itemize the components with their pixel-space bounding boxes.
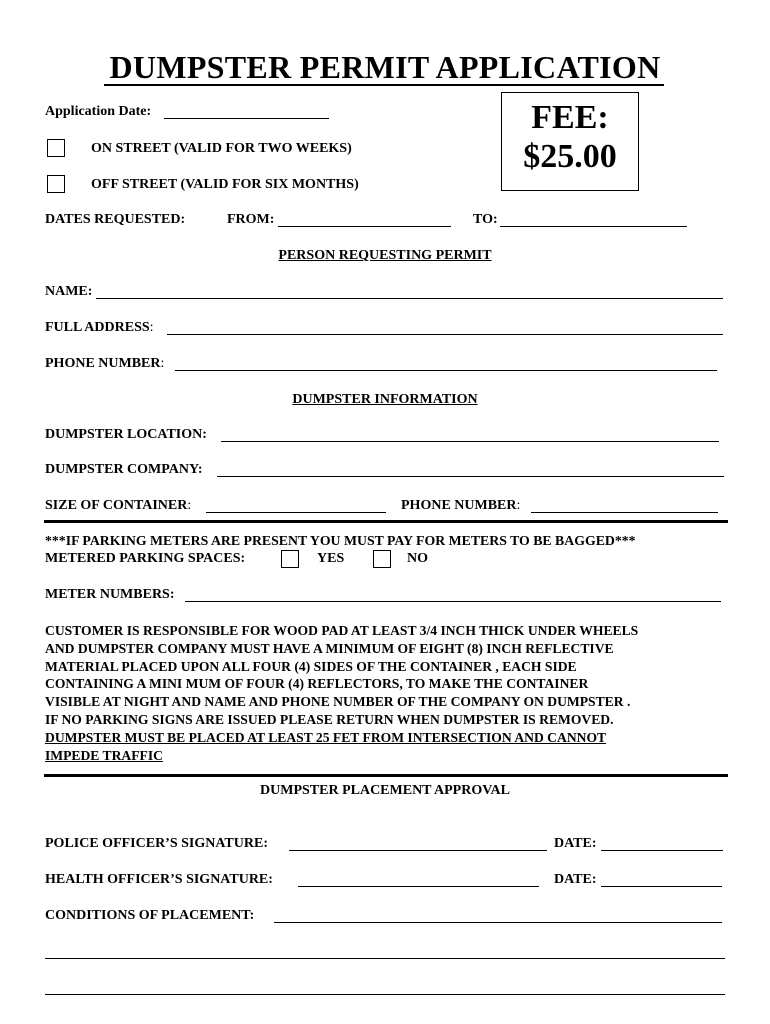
dumpster-location-label: DUMPSTER LOCATION:: [45, 427, 207, 442]
dumpster-company-field[interactable]: [217, 476, 724, 477]
fee-box: [501, 92, 639, 191]
meters-yes-label: YES: [317, 551, 345, 566]
container-size-label: [45, 498, 191, 514]
off-street-checkbox[interactable]: [47, 175, 65, 193]
dumpster-location-field[interactable]: [221, 441, 719, 442]
conditions-line: MATERIAL PLACED UPON ALL FOUR (4) SIDES OF THE CONTAINER , EACH SIDE: [45, 658, 577, 674]
conditions-line: IF NO PARKING SIGNS ARE ISSUED PLEASE RETURN WHEN DUMPSTER IS REMOVED.: [45, 711, 614, 727]
meters-no-checkbox[interactable]: [373, 550, 391, 568]
fee-label: FEE:: [531, 99, 609, 136]
address-field[interactable]: [167, 334, 723, 335]
off-street-label: OFF STREET (VALID FOR SIX MONTHS): [91, 177, 359, 192]
address-label: [45, 320, 154, 336]
health-signature-field[interactable]: [298, 886, 539, 887]
company-phone-label: [401, 498, 520, 514]
conditions-extra-line-2[interactable]: [45, 994, 725, 995]
application-date-label: Application Date:: [45, 104, 152, 119]
from-label: FROM:: [227, 212, 275, 227]
to-date-field[interactable]: [500, 226, 687, 227]
dumpster-company-label: DUMPSTER COMPANY:: [45, 462, 203, 477]
conditions-line: CUSTOMER IS RESPONSIBLE FOR WOOD PAD AT LEAST 3/4 INCH THICK UNDER WHEELS: [45, 623, 639, 638]
approval-heading: DUMPSTER PLACEMENT APPROVAL: [260, 783, 510, 798]
company-phone-label-text: PHONE NUMBER: [401, 498, 517, 513]
approval-divider: [44, 774, 728, 777]
police-date-label: DATE:: [554, 836, 597, 851]
conditions-line: VISIBLE AT NIGHT AND NAME AND PHONE NUMBER OF THE COMPANY ON DUMPSTER .: [45, 694, 631, 710]
conditions-line-underlined: IMPEDE TRAFFIC: [45, 747, 163, 763]
conditions-line: AND DUMPSTER COMPANY MUST HAVE A MINIMUM OF EIGHT (8) INCH REFLECTIVE: [45, 640, 614, 656]
meters-yes-checkbox[interactable]: [281, 550, 299, 568]
meters-notice: ***IF PARKING METERS ARE PRESENT YOU MUST PAY FOR METERS TO BE BAGGED***: [45, 533, 636, 548]
person-phone-label-colon: :: [160, 356, 165, 371]
meters-no-label: NO: [407, 551, 428, 566]
container-size-field[interactable]: [206, 512, 386, 513]
address-label-text: FULL ADDRESS: [45, 320, 150, 335]
dates-requested-label: DATES REQUESTED:: [45, 212, 186, 227]
health-date-field[interactable]: [601, 886, 722, 887]
name-field[interactable]: [96, 298, 723, 299]
person-phone-label: [45, 356, 164, 372]
address-label-colon: :: [149, 320, 154, 335]
conditions-line: CONTAINING A MINI MUM OF FOUR (4) REFLECTORS, TO MAKE THE CONTAINER: [45, 676, 589, 692]
dumpster-section-heading: DUMPSTER INFORMATION: [292, 392, 478, 407]
name-label: NAME:: [45, 284, 93, 299]
title-underline: [104, 84, 664, 86]
police-signature-label: POLICE OFFICER’S SIGNATURE:: [45, 836, 268, 851]
company-phone-field[interactable]: [531, 512, 718, 513]
person-section-heading: PERSON REQUESTING PERMIT: [278, 248, 492, 263]
application-date-field[interactable]: [164, 118, 329, 119]
conditions-line-underlined: DUMPSTER MUST BE PLACED AT LEAST 25 FET FROM INTERSECTION AND CANNOT: [45, 729, 607, 745]
to-label: TO:: [473, 212, 498, 227]
company-phone-label-colon: :: [516, 498, 521, 513]
form-title: DUMPSTER PERMIT APPLICATION: [109, 49, 661, 85]
metered-spaces-label: METERED PARKING SPACES:: [45, 551, 246, 566]
on-street-checkbox[interactable]: [47, 139, 65, 157]
conditions-of-placement-field[interactable]: [274, 922, 722, 923]
on-street-label: ON STREET (VALID FOR TWO WEEKS): [91, 141, 352, 156]
section-divider: [44, 520, 728, 523]
conditions-paragraph: [45, 622, 735, 764]
container-size-label-colon: :: [187, 498, 192, 513]
from-date-field[interactable]: [278, 226, 451, 227]
conditions-of-placement-label: CONDITIONS OF PLACEMENT:: [45, 908, 255, 923]
meter-numbers-field[interactable]: [185, 601, 721, 602]
person-phone-field[interactable]: [175, 370, 717, 371]
container-size-label-text: SIZE OF CONTAINER: [45, 498, 188, 513]
police-signature-field[interactable]: [289, 850, 547, 851]
health-date-label: DATE:: [554, 872, 597, 887]
meter-numbers-label: METER NUMBERS:: [45, 587, 175, 602]
police-date-field[interactable]: [601, 850, 723, 851]
person-phone-label-text: PHONE NUMBER: [45, 356, 161, 371]
fee-amount: $25.00: [523, 138, 617, 175]
health-signature-label: HEALTH OFFICER’S SIGNATURE:: [45, 872, 273, 887]
conditions-extra-line-1[interactable]: [45, 958, 725, 959]
